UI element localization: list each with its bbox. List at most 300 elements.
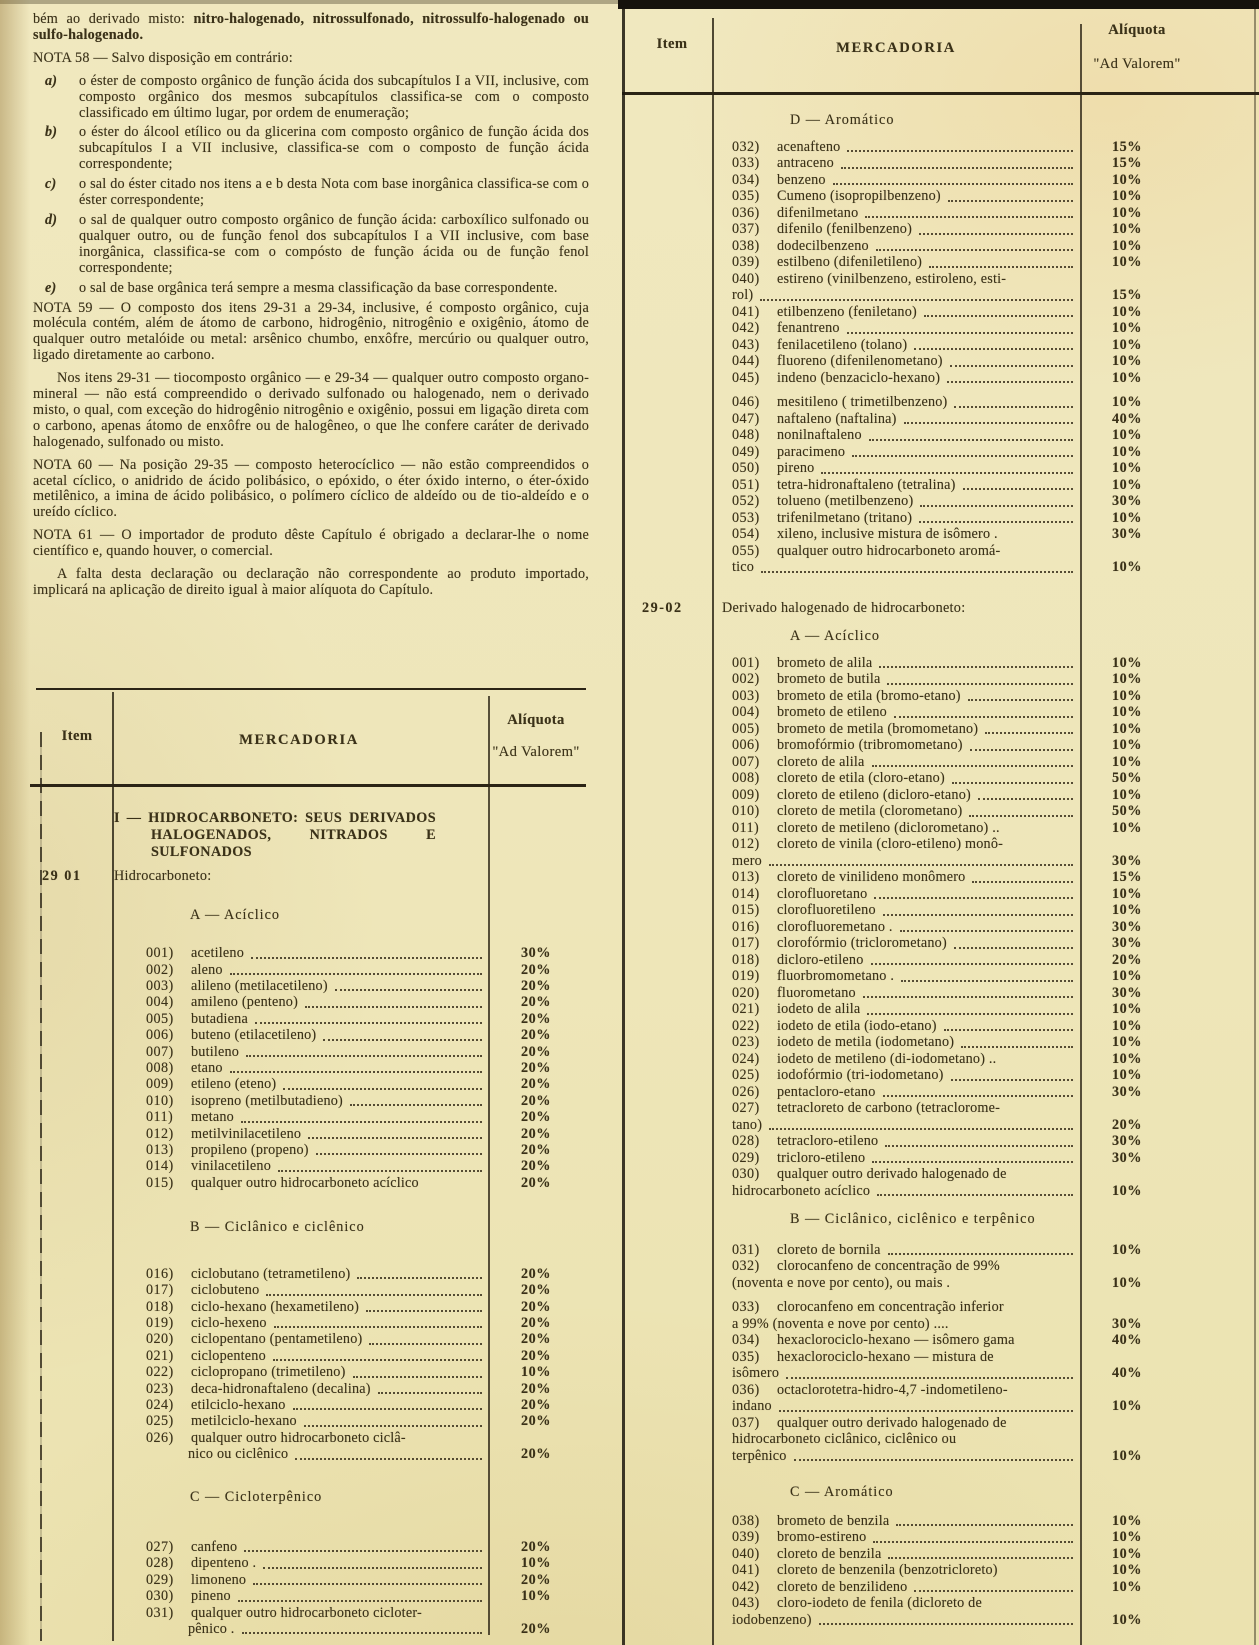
item-number: 049) bbox=[732, 443, 760, 460]
tariff-item-row bbox=[30, 978, 586, 994]
item-merchandise-cell bbox=[618, 370, 1076, 387]
tariff-item-row bbox=[618, 526, 1259, 543]
rate-value: 10% bbox=[1112, 720, 1142, 737]
spacer-row bbox=[30, 1505, 586, 1539]
spacer-row bbox=[618, 1228, 1259, 1242]
item-merchandise-cell bbox=[618, 1316, 1076, 1333]
tariff-item-row bbox=[30, 1109, 586, 1125]
tariff-item-line bbox=[618, 254, 1259, 271]
item-merchandise-cell bbox=[618, 1275, 1076, 1292]
item-name: ciclobutano (tetrametileno) bbox=[191, 1265, 351, 1282]
rate-value: 10% bbox=[1112, 1512, 1142, 1529]
spacer-row bbox=[30, 923, 586, 945]
tariff-item-line bbox=[30, 1413, 586, 1429]
item-merchandise-cell bbox=[30, 1315, 485, 1331]
dotted-leader bbox=[883, 1095, 1073, 1097]
item-merchandise-cell bbox=[618, 737, 1076, 754]
dotted-leader bbox=[293, 1408, 482, 1410]
tariff-item-row bbox=[618, 1133, 1259, 1150]
rate-value: 50% bbox=[1112, 803, 1142, 819]
item-merchandise-cell bbox=[618, 985, 1076, 1002]
item-number: 023) bbox=[146, 1380, 174, 1397]
item-name: acetileno bbox=[191, 945, 245, 962]
dotted-leader bbox=[963, 488, 1073, 490]
dotted-leader bbox=[896, 1524, 1073, 1526]
tariff-item-line bbox=[618, 985, 1259, 1002]
tariff-item-line bbox=[618, 353, 1259, 370]
tariff-item-line bbox=[30, 1381, 586, 1397]
tariff-item-line bbox=[30, 1539, 586, 1555]
item-name: nico ou ciclênico bbox=[188, 1446, 289, 1463]
tariff-item-line bbox=[30, 1266, 586, 1282]
tariff-item-row bbox=[618, 155, 1259, 172]
tariff-item-line bbox=[618, 671, 1259, 688]
rate-value: 10% bbox=[1112, 902, 1142, 918]
rate-value: 10% bbox=[1112, 509, 1142, 526]
tariff-item-row bbox=[618, 1166, 1259, 1199]
tariff-item-line bbox=[618, 1546, 1259, 1563]
tariff-item-line bbox=[30, 1175, 586, 1191]
item-merchandise-cell bbox=[30, 1588, 485, 1604]
item-merchandise-cell bbox=[30, 1364, 485, 1380]
rate-value: 10% bbox=[1112, 1034, 1142, 1050]
item-merchandise-cell bbox=[618, 1150, 1076, 1167]
tariff-item-line bbox=[618, 1448, 1259, 1465]
spacer-row bbox=[618, 1501, 1259, 1513]
tariff-item-line bbox=[618, 770, 1259, 787]
item-number: 046) bbox=[732, 394, 760, 410]
item-name: cloreto de benzilideno bbox=[777, 1578, 908, 1595]
tariff-item-row bbox=[618, 1258, 1259, 1291]
nota-item-marker: d) bbox=[45, 211, 58, 228]
rate-value: 30% bbox=[1112, 526, 1142, 542]
rate-value: 20% bbox=[521, 1282, 551, 1299]
item-number: 012) bbox=[732, 836, 760, 852]
tariff-item-row bbox=[618, 737, 1259, 754]
subsection-heading-text: A — Acíclico bbox=[790, 628, 881, 644]
tariff-item-line bbox=[618, 287, 1259, 304]
item-number: 028) bbox=[146, 1555, 174, 1572]
tariff-item-row bbox=[618, 205, 1259, 222]
item-merchandise-cell bbox=[618, 1001, 1076, 1018]
column-header-ad-valorem: "Ad Valorem" bbox=[1093, 56, 1181, 72]
item-name: pentacloro-etano bbox=[777, 1083, 876, 1100]
tariff-item-row bbox=[30, 1364, 586, 1380]
tariff-item-line bbox=[618, 271, 1259, 288]
rate-value: 20% bbox=[1112, 951, 1142, 968]
item-name: naftaleno (naftalina) bbox=[777, 410, 897, 427]
tariff-item-line bbox=[30, 1126, 586, 1142]
tariff-item-line bbox=[30, 1572, 586, 1588]
dotted-leader bbox=[969, 815, 1073, 817]
item-name: propileno (propeno) bbox=[191, 1142, 309, 1159]
spacer-row bbox=[618, 386, 1259, 394]
item-number: 043) bbox=[732, 336, 760, 353]
tariff-item-row bbox=[618, 820, 1259, 837]
rate-value: 20% bbox=[521, 1538, 551, 1555]
tariff-item-line bbox=[618, 1579, 1259, 1596]
tariff-item-line bbox=[618, 411, 1259, 428]
tariff-item-line bbox=[30, 1348, 586, 1364]
item-name: Cumeno (isopropilbenzeno) bbox=[777, 188, 941, 204]
item-merchandise-cell bbox=[618, 1084, 1076, 1101]
item-merchandise-cell bbox=[618, 510, 1076, 527]
tariff-item-line bbox=[618, 902, 1259, 919]
item-merchandise-cell bbox=[618, 919, 1076, 936]
item-number: 024) bbox=[732, 1050, 760, 1067]
tariff-item-row bbox=[618, 1562, 1259, 1579]
rate-value: 10% bbox=[1112, 1578, 1142, 1595]
item-number: 037) bbox=[732, 221, 760, 237]
item-merchandise-cell bbox=[618, 254, 1076, 271]
tariff-item-row bbox=[30, 1555, 586, 1571]
subsection-row bbox=[618, 1484, 1259, 1501]
tariff-item-row bbox=[30, 1588, 586, 1604]
tariff-item-row bbox=[618, 304, 1259, 321]
nota-61-paragraph-1: NOTA 61 — O importador de produto dêste Capítulo é obrigado a declarar-lhe o nome científico e, quando houver, o comercial. bbox=[33, 527, 589, 560]
item-name: ciclobuteno bbox=[191, 1282, 260, 1299]
item-merchandise-cell bbox=[30, 1158, 485, 1174]
item-merchandise-cell bbox=[618, 1595, 1076, 1612]
tariff-item-line bbox=[30, 1397, 586, 1413]
item-merchandise-cell bbox=[30, 1605, 485, 1621]
tariff-item-row bbox=[618, 370, 1259, 387]
dotted-leader bbox=[871, 963, 1073, 965]
item-number: 026) bbox=[732, 1083, 760, 1100]
item-number: 021) bbox=[732, 1001, 760, 1017]
item-merchandise-cell bbox=[30, 1175, 485, 1191]
item-name: buteno (etilacetileno) bbox=[191, 1027, 317, 1044]
rate-value: 10% bbox=[1112, 303, 1142, 320]
dotted-leader bbox=[366, 1310, 482, 1312]
item-name: brometo de metila (bromometano) bbox=[777, 720, 979, 737]
rate-value: 30% bbox=[521, 945, 551, 962]
item-number: 027) bbox=[732, 1100, 760, 1116]
nota-item-text: o sal do éster citado nos itens a e b desta Nota com base inorgânica classifica-se com o éster correspondente; bbox=[79, 176, 589, 209]
item-name: cloreto de vinilideno monômero bbox=[777, 869, 966, 885]
item-name: benzeno bbox=[777, 171, 826, 188]
dotted-leader bbox=[874, 897, 1073, 899]
tariff-item-row bbox=[618, 1579, 1259, 1596]
item-merchandise-cell bbox=[618, 754, 1076, 771]
column-header-mercadoria: MERCADORIA bbox=[836, 40, 956, 56]
tariff-item-row bbox=[618, 836, 1259, 869]
tariff-item-line bbox=[618, 1398, 1259, 1415]
dotted-leader bbox=[833, 183, 1073, 185]
dotted-leader bbox=[841, 167, 1073, 169]
tariff-item-row bbox=[618, 254, 1259, 271]
item-merchandise-cell bbox=[30, 994, 485, 1010]
item-number: 034) bbox=[732, 1332, 760, 1348]
item-name: fenantreno bbox=[777, 320, 840, 336]
column-header-mercadoria: MERCADORIA bbox=[239, 732, 359, 748]
rate-value: 20% bbox=[521, 961, 551, 978]
subsection-heading-text: B — Ciclânico e ciclênico bbox=[190, 1219, 365, 1236]
dotted-leader bbox=[888, 1253, 1073, 1255]
item-name: hexaclorociclo-hexano — mistura de bbox=[777, 1348, 994, 1365]
rate-value: 15% bbox=[1112, 287, 1142, 303]
nota-item bbox=[45, 177, 589, 209]
dotted-leader bbox=[950, 365, 1073, 367]
item-merchandise-cell bbox=[618, 1562, 1076, 1579]
rate-value: 10% bbox=[1112, 204, 1142, 221]
item-number: 041) bbox=[732, 303, 760, 320]
subsection-heading-text: C — Cicloterpênico bbox=[190, 1488, 323, 1505]
rate-value: 30% bbox=[1112, 1315, 1142, 1332]
rate-value: 10% bbox=[1112, 320, 1142, 336]
table-rule bbox=[36, 688, 586, 690]
item-name: (noventa e nove por cento), ou mais . bbox=[732, 1274, 951, 1291]
dotted-leader bbox=[972, 881, 1073, 883]
rate-value: 30% bbox=[1112, 1133, 1142, 1149]
tariff-item-row bbox=[618, 902, 1259, 919]
item-name: brometo de alila bbox=[777, 654, 873, 671]
dotted-leader bbox=[246, 1055, 482, 1057]
dotted-leader bbox=[241, 1121, 482, 1123]
tariff-item-line bbox=[30, 1076, 586, 1092]
item-name: brometo de etileno bbox=[777, 704, 887, 720]
tariff-item-row bbox=[618, 394, 1259, 411]
item-number: 015) bbox=[732, 902, 760, 918]
item-merchandise-cell bbox=[30, 1446, 485, 1462]
item-merchandise-cell bbox=[618, 1018, 1076, 1035]
rate-value: 20% bbox=[521, 1298, 551, 1315]
tariff-item-row bbox=[618, 968, 1259, 985]
tariff-item-line bbox=[618, 1595, 1259, 1612]
nota-59-paragraph-1: NOTA 59 — O composto dos itens 29-31 a 29-34, inclusive, é composto orgânico, cuja molécula contém, além de átomo de carbono, hidrogênio, nitrogênio e oxigênio, átomo de qualquer outro metalóide ou metal: arsênico chumbo, enxôfre, mercúrio ou qualquer outro, ligado diretamente ao carbono. bbox=[33, 299, 589, 364]
tariff-item-row bbox=[618, 1529, 1259, 1546]
dotted-leader bbox=[852, 455, 1073, 457]
tariff-item-line bbox=[30, 978, 586, 994]
item-merchandise-cell bbox=[618, 205, 1076, 222]
dotted-leader bbox=[761, 571, 1073, 573]
item-merchandise-cell bbox=[618, 853, 1076, 870]
item-number: 017) bbox=[732, 935, 760, 951]
tariff-item-line bbox=[618, 1382, 1259, 1399]
dotted-leader bbox=[353, 1376, 482, 1378]
tariff-item-row bbox=[618, 1018, 1259, 1035]
rate-value: 30% bbox=[1112, 918, 1142, 935]
item-name: ciclopenteno bbox=[191, 1347, 266, 1364]
rate-value: 10% bbox=[1112, 254, 1142, 270]
spacer-row bbox=[618, 1291, 1259, 1299]
item-merchandise-cell bbox=[618, 304, 1076, 321]
item-name: dodecilbenzeno bbox=[777, 237, 869, 254]
item-merchandise-cell bbox=[618, 139, 1076, 156]
tariff-item-line bbox=[30, 1315, 586, 1331]
tariff-item-row bbox=[30, 1605, 586, 1638]
tariff-item-row bbox=[618, 754, 1259, 771]
tariff-item-line bbox=[618, 688, 1259, 705]
item-name: isômero bbox=[732, 1365, 780, 1381]
subsection-row bbox=[30, 1219, 586, 1235]
rate-value: 10% bbox=[1112, 237, 1142, 254]
rate-value: 20% bbox=[521, 994, 551, 1011]
item-number: 040) bbox=[732, 270, 760, 287]
dotted-leader bbox=[847, 150, 1073, 152]
subsection-row bbox=[618, 628, 1259, 645]
item-number: 007) bbox=[146, 1043, 174, 1060]
item-name: etilbenzeno (feniletano) bbox=[777, 303, 917, 320]
nota-item bbox=[45, 281, 589, 297]
item-name: mero bbox=[732, 852, 762, 869]
notes-column bbox=[33, 12, 589, 606]
left-table-rows bbox=[30, 800, 586, 1637]
item-merchandise-cell bbox=[618, 688, 1076, 705]
right-tariff-table bbox=[618, 0, 1259, 1645]
item-number: 047) bbox=[732, 410, 760, 427]
rate-value: 20% bbox=[521, 1043, 551, 1060]
item-name: brometo de butila bbox=[777, 671, 881, 687]
tariff-item-line bbox=[618, 721, 1259, 738]
rate-value: 10% bbox=[1112, 1398, 1142, 1414]
item-number: 041) bbox=[732, 1562, 760, 1578]
item-name: cloreto de benzenila (benzotricloreto) bbox=[777, 1562, 998, 1578]
item-number: 004) bbox=[146, 994, 174, 1011]
item-number: 006) bbox=[732, 737, 760, 753]
item-merchandise-cell bbox=[618, 493, 1076, 510]
column-header-aliquota: Alíquota bbox=[1108, 22, 1166, 38]
tariff-item-row bbox=[618, 952, 1259, 969]
item-name: estilbeno (difeniletileno) bbox=[777, 254, 923, 270]
continuation-bold-text: nitro-halogenado, nitrossulfonado, nitrossulfo-halogenado ou sulfo-halogenado. bbox=[33, 11, 589, 43]
item-number: 029) bbox=[146, 1571, 174, 1588]
dotted-leader bbox=[970, 749, 1073, 751]
item-number: 010) bbox=[146, 1092, 174, 1109]
rate-value: 20% bbox=[521, 1010, 551, 1027]
rate-value: 30% bbox=[1112, 493, 1142, 509]
item-number: 050) bbox=[732, 460, 760, 476]
subsection-row bbox=[618, 1211, 1259, 1228]
rate-value: 20% bbox=[521, 1314, 551, 1331]
item-name: etilciclo-hexano bbox=[191, 1396, 286, 1413]
dotted-leader bbox=[869, 439, 1073, 441]
continuation-paragraph bbox=[33, 12, 589, 44]
tariff-item-row bbox=[618, 1100, 1259, 1133]
item-merchandise-cell bbox=[30, 1572, 485, 1588]
item-merchandise-cell bbox=[618, 1529, 1076, 1546]
item-name: tetracloreto de carbono (tetraclorome- bbox=[777, 1100, 1001, 1116]
tariff-item-line bbox=[30, 1430, 586, 1446]
item-number: 011) bbox=[732, 819, 760, 836]
dotted-leader bbox=[283, 1088, 482, 1090]
item-name: ciclopentano (pentametileno) bbox=[191, 1331, 363, 1348]
item-merchandise-cell bbox=[618, 1448, 1076, 1465]
tariff-item-line bbox=[30, 1060, 586, 1076]
dotted-leader bbox=[872, 1161, 1073, 1163]
dotted-leader bbox=[847, 332, 1073, 334]
item-number: 002) bbox=[146, 961, 174, 978]
item-number: 039) bbox=[732, 1529, 760, 1545]
item-merchandise-cell bbox=[618, 1382, 1076, 1399]
tariff-item-row bbox=[30, 1572, 586, 1588]
rate-value: 10% bbox=[1112, 353, 1142, 369]
item-name: tico bbox=[732, 559, 755, 575]
tariff-item-row bbox=[618, 886, 1259, 903]
rate-value: 20% bbox=[521, 1380, 551, 1397]
item-name: cloreto de vinila (cloro-etileno) monô- bbox=[777, 836, 1004, 852]
tariff-item-row bbox=[30, 1397, 586, 1413]
dotted-leader bbox=[888, 1557, 1073, 1559]
position-label: Hidrocarboneto: bbox=[114, 868, 212, 885]
tariff-item-row bbox=[30, 1430, 586, 1463]
item-merchandise-cell bbox=[30, 1381, 485, 1397]
section-heading-row bbox=[114, 810, 436, 860]
item-name: clorocanfeno de concentração de 99% bbox=[777, 1258, 1000, 1274]
item-name: iodofórmio (tri-iodometano) bbox=[777, 1067, 944, 1083]
dotted-leader bbox=[255, 1022, 482, 1024]
tariff-item-line bbox=[618, 1018, 1259, 1035]
item-name: pineno bbox=[191, 1588, 231, 1605]
item-merchandise-cell bbox=[618, 935, 1076, 952]
item-name: vinilacetileno bbox=[191, 1158, 272, 1175]
item-name: tetracloro-etileno bbox=[777, 1133, 879, 1149]
dotted-leader bbox=[230, 973, 482, 975]
item-merchandise-cell bbox=[618, 869, 1076, 886]
rate-value: 10% bbox=[1112, 559, 1142, 575]
item-merchandise-cell bbox=[618, 1133, 1076, 1150]
item-merchandise-cell bbox=[618, 1332, 1076, 1349]
item-number: 034) bbox=[732, 171, 760, 188]
rate-value: 10% bbox=[1112, 1067, 1142, 1083]
item-merchandise-cell bbox=[618, 271, 1076, 288]
item-merchandise-cell bbox=[618, 460, 1076, 477]
item-name: fluoreno (difenilenometano) bbox=[777, 353, 943, 369]
tariff-item-line bbox=[618, 853, 1259, 870]
item-number: 013) bbox=[732, 869, 760, 885]
item-merchandise-cell bbox=[618, 1166, 1076, 1183]
item-number: 003) bbox=[732, 687, 760, 704]
dotted-leader bbox=[273, 1359, 482, 1361]
dotted-leader bbox=[779, 1410, 1073, 1412]
item-name: etileno (eteno) bbox=[191, 1076, 277, 1093]
spacer-row bbox=[30, 860, 586, 868]
rate-value: 20% bbox=[1112, 1116, 1142, 1133]
tariff-item-line bbox=[30, 1446, 586, 1462]
item-name: qualquer outro derivado halogenado de bbox=[777, 1166, 1007, 1182]
dotted-leader bbox=[885, 1145, 1073, 1147]
item-name: clorofluoretileno bbox=[777, 902, 876, 918]
item-merchandise-cell bbox=[30, 1109, 485, 1125]
tariff-item-row bbox=[618, 655, 1259, 672]
item-merchandise-cell bbox=[618, 671, 1076, 688]
tariff-item-row bbox=[618, 803, 1259, 820]
item-name: indano bbox=[732, 1398, 772, 1414]
tariff-item-line bbox=[618, 1183, 1259, 1200]
tariff-item-row bbox=[618, 721, 1259, 738]
tariff-item-row bbox=[618, 337, 1259, 354]
item-merchandise-cell bbox=[30, 1142, 485, 1158]
item-merchandise-cell bbox=[30, 945, 485, 961]
item-name: tricloro-etileno bbox=[777, 1149, 866, 1166]
item-name: rol) bbox=[732, 287, 754, 303]
item-merchandise-cell bbox=[618, 1365, 1076, 1382]
item-merchandise-cell bbox=[618, 1415, 1076, 1432]
item-merchandise-cell bbox=[30, 1266, 485, 1282]
tariff-item-line bbox=[618, 1166, 1259, 1183]
rate-value: 20% bbox=[521, 1621, 551, 1638]
item-merchandise-cell bbox=[618, 1183, 1076, 1200]
item-number: 010) bbox=[732, 803, 760, 819]
rate-value: 10% bbox=[1112, 704, 1142, 720]
dotted-leader bbox=[335, 989, 482, 991]
item-number: 023) bbox=[732, 1034, 760, 1050]
item-number: 038) bbox=[732, 237, 760, 254]
item-number: 019) bbox=[146, 1314, 174, 1331]
item-name: clorofluoretano bbox=[777, 885, 868, 902]
tariff-item-line bbox=[30, 1158, 586, 1174]
dotted-leader bbox=[944, 1029, 1073, 1031]
